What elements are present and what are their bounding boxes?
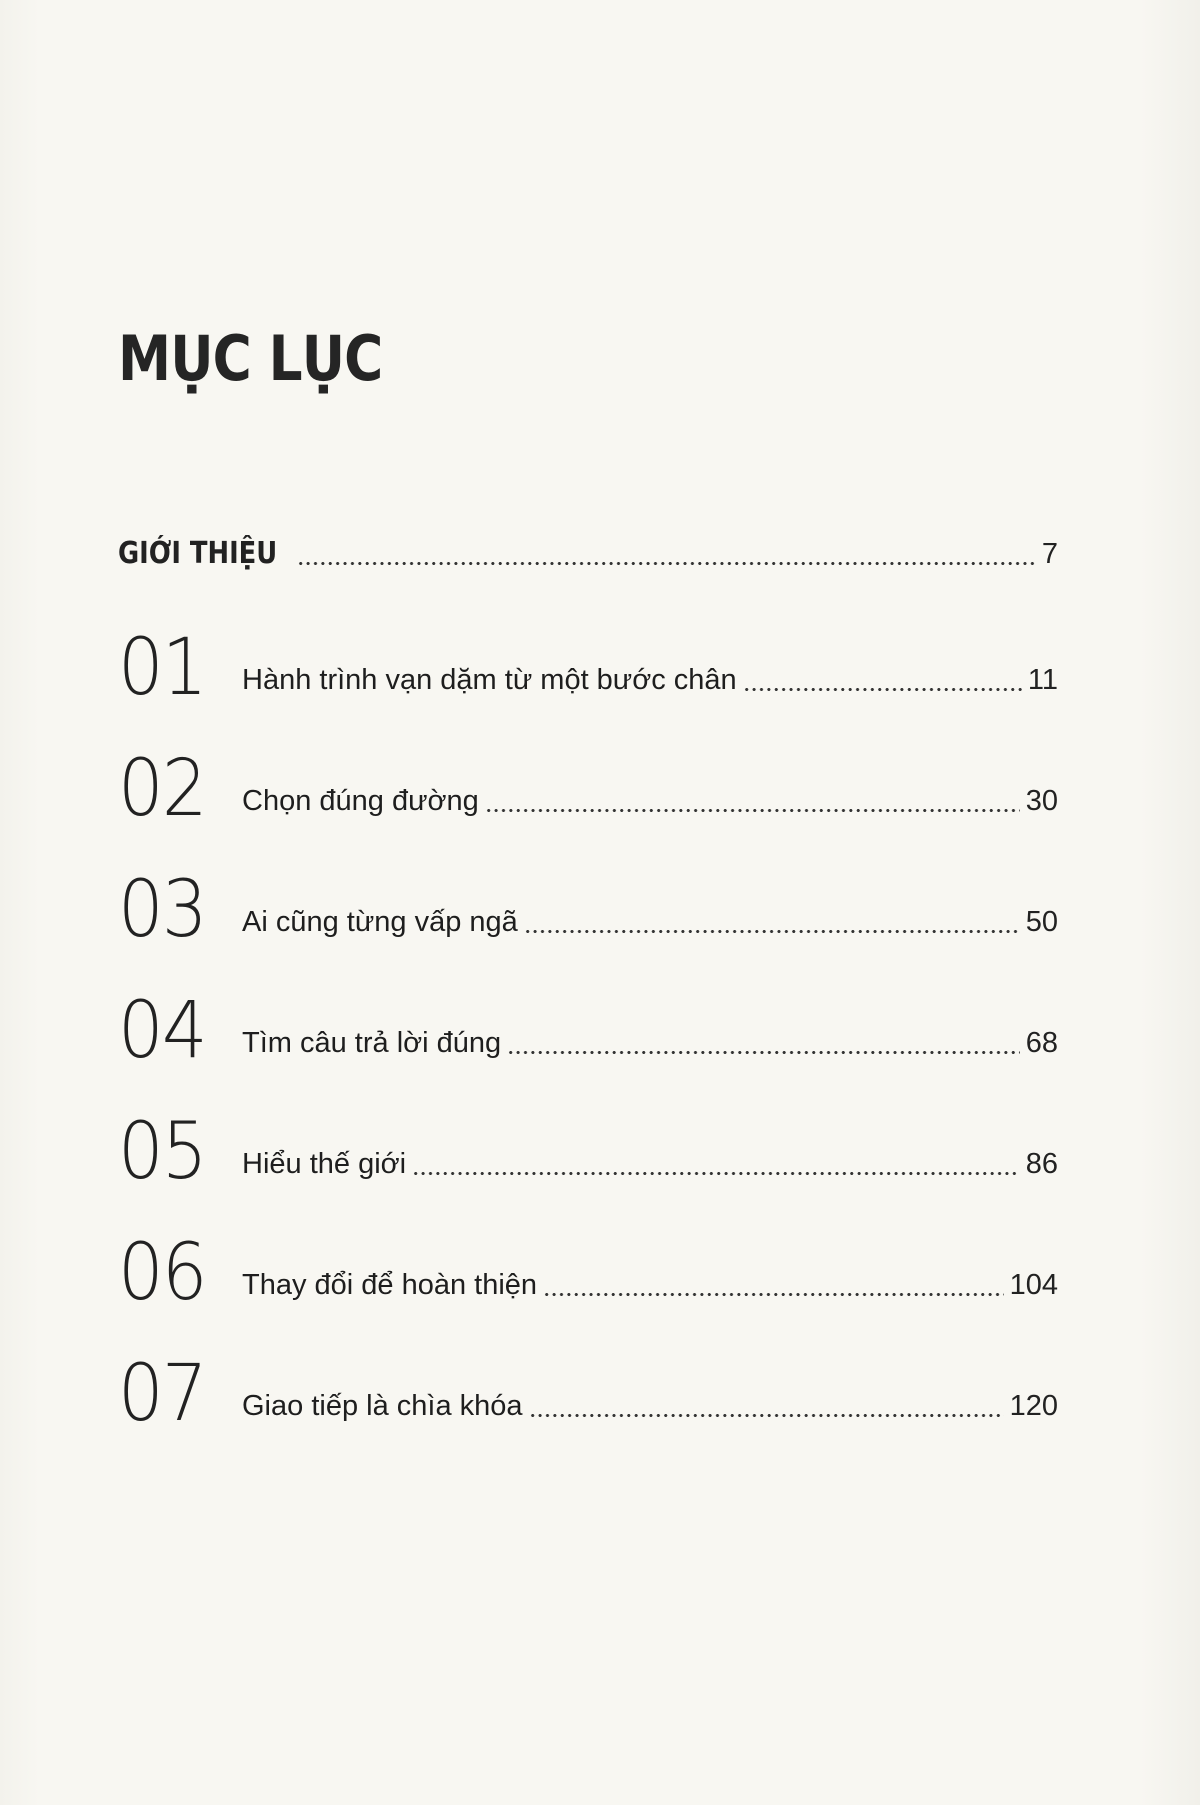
chapter-page-number: 30 [1025, 785, 1058, 817]
chapter-number: 07 [118, 1349, 206, 1439]
chapter-number: 05 [118, 1107, 206, 1197]
chapter-row [242, 785, 1058, 818]
chapter-row [242, 1148, 1058, 1181]
toc-entry-introduction [118, 536, 1058, 571]
chapter-title: Tìm câu trả lời đúng [242, 1027, 502, 1059]
chapter-title: Thay đổi để hoàn thiện [242, 1269, 538, 1301]
dot-leader [485, 809, 1020, 812]
toc-entry-chapter-06 [118, 1228, 1058, 1333]
dot-leader [529, 1414, 1004, 1417]
chapter-title: Giao tiếp là chìa khóa [242, 1390, 523, 1422]
chapter-page-number: 50 [1025, 906, 1058, 938]
toc-entry-chapter-07 [118, 1349, 1058, 1454]
chapter-title: Hành trình vạn dặm từ một bước chân [242, 664, 737, 696]
toc-title: MỤC LỤC [118, 322, 383, 395]
chapter-number: 01 [118, 623, 206, 713]
dot-leader [743, 688, 1022, 691]
toc-entry-chapter-04 [118, 986, 1058, 1091]
chapter-page-number: 104 [1009, 1269, 1058, 1301]
toc-entry-chapter-02 [118, 744, 1058, 849]
introduction-label: GIỚI THIỆU [118, 536, 278, 571]
dot-leader [297, 562, 1036, 565]
chapter-page-number: 68 [1025, 1027, 1058, 1059]
dot-leader [507, 1051, 1020, 1054]
chapter-number: 04 [118, 986, 206, 1076]
dot-leader [412, 1172, 1020, 1175]
toc-entry-chapter-03 [118, 865, 1058, 970]
chapter-row [242, 664, 1058, 697]
chapter-title: Ai cũng từng vấp ngã [242, 906, 518, 938]
dot-leader [524, 930, 1020, 933]
chapter-title: Hiểu thế giới [242, 1148, 407, 1180]
introduction-page-number: 7 [1041, 538, 1058, 570]
chapter-page-number: 11 [1027, 664, 1058, 696]
chapter-title: Chọn đúng đường [242, 785, 479, 817]
chapter-number: 03 [118, 865, 206, 955]
chapter-row [242, 1027, 1058, 1060]
chapter-number: 02 [118, 744, 206, 834]
chapter-number: 06 [118, 1228, 206, 1318]
chapter-row [242, 906, 1058, 939]
dot-leader [543, 1293, 1004, 1296]
chapter-row [242, 1390, 1058, 1423]
toc-entry-chapter-05 [118, 1107, 1058, 1212]
chapter-page-number: 120 [1009, 1390, 1058, 1422]
chapter-page-number: 86 [1025, 1148, 1058, 1180]
toc-entry-chapter-01 [118, 623, 1058, 728]
chapter-row [242, 1269, 1058, 1302]
